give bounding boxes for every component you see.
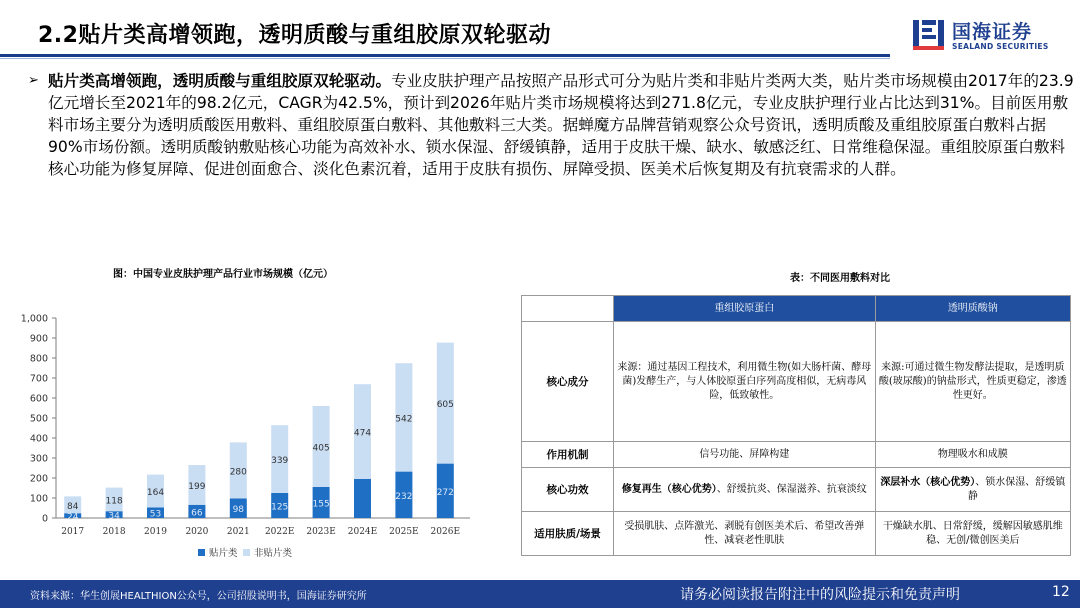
data-label-nonpatch: 605 [436,400,454,411]
sealand-logo-icon [912,16,946,52]
row-head-skin-scenario: 适用肤质/场景 [522,512,614,556]
header [0,0,1080,70]
market-size-chart [0,300,500,575]
data-label-nonpatch: 280 [229,467,247,478]
x-tick-label: 2020 [185,527,209,537]
cell-hyaluronate-mechanism: 物理吸水和成膜 [875,442,1070,468]
data-label-patch: 125 [271,502,289,513]
table-corner-cell [522,296,614,322]
data-label-patch: 272 [436,487,454,498]
data-label-patch: 53 [149,509,162,520]
cell-collagen-core: 来源：通过基因工程技术，利用微生物(如大肠杆菌、酵母菌)发酵生产，与人体胶原蛋白序列高度相似，无病毒风险，低致敏性。 [614,322,876,442]
data-label-nonpatch: 542 [395,414,413,425]
x-tick-label: 2023E [306,527,336,537]
x-tick-label: 2021 [226,527,250,537]
chart-caption: 图：中国专业皮肤护理产品行业市场规模（亿元） [113,269,333,280]
table-row [522,468,1071,512]
legend-label-patch: 贴片类 [209,548,238,559]
y-tick-label: 200 [29,473,48,485]
footer [0,580,1080,608]
table-row [522,442,1071,468]
x-tick-label: 2022E [264,527,295,537]
collagen-efficacy-lead: 修复再生（核心优势） [621,483,717,495]
table-row [522,512,1071,556]
footer-source: 资料来源：华生创展HEALTHION公众号，公司招股说明书，国海证券研究所 [30,591,367,602]
data-label-patch: 155 [312,499,330,510]
x-tick-label: 2018 [102,527,126,537]
title-divider-thin [0,58,890,59]
hyaluronate-efficacy-text: 、锁水保湿、舒缓镇静 [967,476,1066,502]
bar-2024E-patch [354,479,371,518]
cell-hyaluronate-skin: 干燥缺水肌、日常舒缓，缓解因敏感肌维稳、无创/微创医美后 [875,512,1070,556]
company-logo [912,14,1062,58]
y-tick-label: 900 [29,333,48,345]
x-tick-label: 2017 [61,527,85,537]
cell-collagen-mechanism: 信号功能、屏障构建 [614,442,876,468]
x-tick-label: 2024E [347,527,378,537]
logo-chinese-name: 国海证券 [952,21,1033,43]
bullet-arrow-icon: ➢ [28,73,39,88]
data-label-patch: 34 [108,511,120,522]
cell-collagen-skin: 受损肌肤、点阵激光、剥脱有创医美术后、希望改善弹性、减衰老性肌肤 [614,512,876,556]
y-tick-label: 600 [29,393,48,405]
table-header-collagen: 重组胶原蛋白 [614,296,876,322]
bullet-lead: 贴片类高增领跑，透明质酸与重组胶原双轮驱动。 [48,72,392,90]
y-tick-label: 100 [29,493,48,505]
hyaluronate-efficacy-lead: 深层补水（核心优势） [880,476,976,488]
dressing-comparison-table [521,295,1071,556]
data-label-nonpatch: 84 [66,501,79,512]
y-tick-label: 400 [29,433,48,445]
row-head-core-ingredient: 核心成分 [522,322,614,442]
title-divider [0,54,890,57]
logo-english-name: SEALAND SECURITIES [952,42,1049,51]
y-tick-label: 0 [41,513,48,525]
cell-hyaluronate-core: 来源:可通过微生物发酵法提取，是透明质酸(玻尿酸)的钠盐形式，性质更稳定，渗透性更好。 [875,322,1070,442]
bullet-paragraph [48,70,1078,180]
data-label-nonpatch: 199 [188,481,206,492]
bullet-body: 专业皮肤护理产品按照产品形式可分为贴片类和非贴片类两大类，贴片类市场规模由2017年的23.9亿元增长至2021年的98.2亿元，CAGR为42.5%，预计到2026年贴片类市场规模将达到271.8亿元，专业皮肤护理行业占比达到31%。目前医用敷料市场主要分为透明质酸医用敷料、重组胶原蛋白敷料、其他敷料三大类。据蝉魔方品牌营销观察公众号资讯，透明质酸及重组胶原蛋白敷料占据90%市场份额。透明质酸钠敷贴核心功能为高效补水、锁水保湿、舒缓镇静，适用于皮肤干燥、缺水、敏感泛红、日常维稳保湿。重组胶原蛋白敷料核心功能为修复屏障、促进创面愈合、淡化色素沉着，适用于皮肤有损伤、屏障受损、医美术后恢复期及有抗衰需求的人群。 [48,72,1074,178]
data-label-patch: 232 [395,491,413,502]
x-tick-label: 2026E [430,527,461,537]
y-tick-label: 300 [29,453,48,465]
y-tick-label: 800 [29,353,48,365]
table-header-row [522,296,1071,322]
data-label-nonpatch: 118 [105,496,123,507]
row-head-mechanism: 作用机制 [522,442,614,468]
page-number: 12 [1052,584,1070,600]
legend-label-nonpatch: 非贴片类 [254,548,293,559]
x-tick-label: 2019 [144,527,167,537]
y-tick-label: 500 [29,413,48,425]
x-tick-label: 2025E [389,527,419,537]
data-label-nonpatch: 164 [146,488,165,498]
data-label-patch: 24 [66,512,79,523]
data-label-nonpatch: 474 [353,428,372,439]
data-label-patch: 98 [232,505,245,516]
cell-collagen-efficacy [614,468,876,512]
table-header-hyaluronate: 透明质酸钠 [875,296,1070,322]
y-tick-label: 700 [29,373,48,385]
collagen-efficacy-text: 、舒缓抗炎、保湿滋养、抗衰淡纹 [716,483,867,495]
data-label-nonpatch: 339 [271,456,289,467]
data-label-nonpatch: 405 [312,443,330,454]
data-label-patch: 66 [191,508,203,519]
y-tick-label: 1,000 [20,313,48,325]
row-head-efficacy: 核心功效 [522,468,614,512]
table-caption: 表：不同医用敷料对比 [790,273,890,284]
legend-swatch-nonpatch [243,549,250,556]
legend-swatch-patch [198,549,205,556]
cell-hyaluronate-efficacy [875,468,1070,512]
table-row [522,322,1071,442]
page-title: 2.2贴片类高增领跑，透明质酸与重组胶原双轮驱动 [38,23,551,48]
footer-disclaimer: 请务必阅读报告附注中的风险提示和免责声明 [680,587,960,603]
